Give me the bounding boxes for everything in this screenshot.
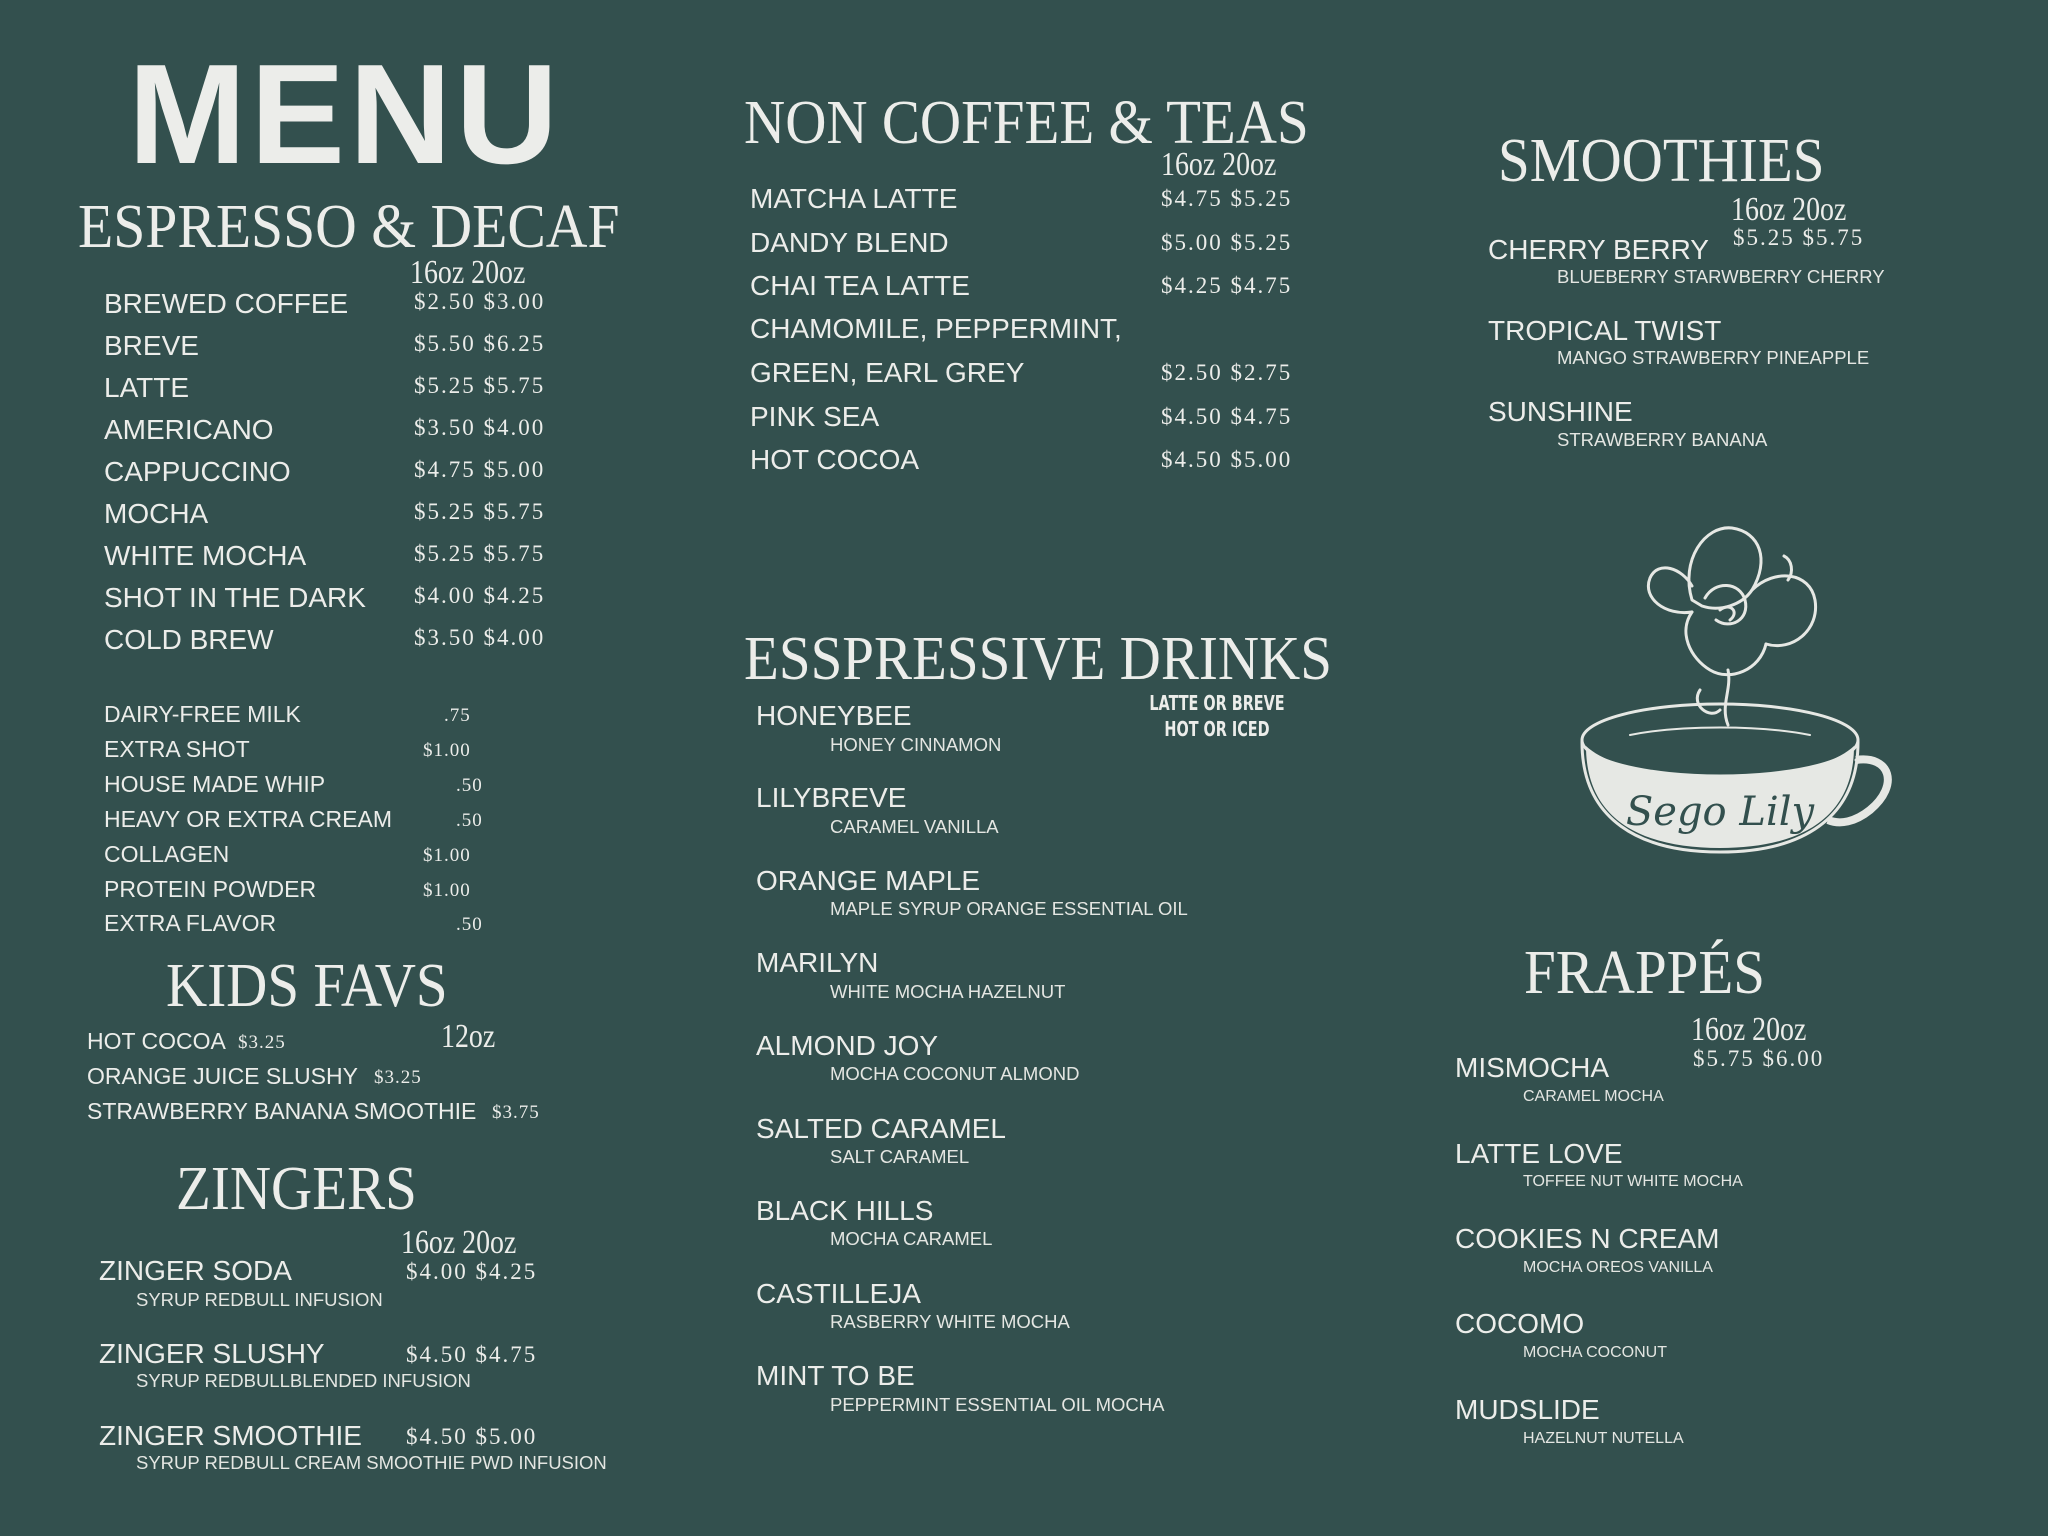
drink-desc: CARAMEL VANILLA [830, 816, 999, 837]
esspressive-note [1117, 690, 1317, 742]
zinger-item-desc: SYRUP REDBULLBLENDED INFUSION [136, 1370, 471, 1391]
addon-name: PROTEIN POWDER [104, 876, 317, 902]
kids-item-name: STRAWBERRY BANANA SMOOTHIE [87, 1098, 477, 1124]
addon-price: .50 [456, 914, 483, 935]
drink-name: MARILYN [756, 947, 879, 978]
smoothie-desc: STRAWBERRY BANANA [1557, 429, 1768, 450]
menu-item-name: PINK SEA [750, 401, 880, 432]
menu-item-name: MATCHA LATTE [750, 183, 958, 214]
zinger-item-name: ZINGER SODA [99, 1255, 292, 1286]
menu-item-name: CHAI TEA LATTE [750, 270, 970, 301]
kids-heading: KIDS FAVS [166, 952, 448, 1020]
drink-desc: MOCHA CARAMEL [830, 1228, 993, 1249]
menu-item-name: HOT COCOA [750, 444, 920, 475]
drink-desc: PEPPERMINT ESSENTIAL OIL MOCHA [830, 1394, 1165, 1415]
espresso-heading: ESPRESSO & DECAF [78, 193, 620, 261]
addon-price: .50 [456, 775, 483, 796]
smoothie-name: TROPICAL TWIST [1488, 315, 1722, 346]
kids-item-name: HOT COCOA [87, 1028, 226, 1054]
menu-item-price: $5.50 $6.25 [414, 331, 546, 356]
note-latte-or-breve: LATTE OR BREVE [1149, 691, 1285, 715]
menu-item-name: SHOT IN THE DARK [104, 582, 366, 613]
zingers-size-header: 16oz 20oz [401, 1224, 517, 1261]
addon-name: HEAVY OR EXTRA CREAM [104, 806, 392, 832]
zinger-item-desc: SYRUP REDBULL INFUSION [136, 1289, 383, 1310]
drink-name: LILYBREVE [756, 782, 907, 813]
addon-name: EXTRA FLAVOR [104, 910, 277, 936]
menu-item-price: $5.25 $5.75 [414, 373, 546, 398]
noncoffee-size-header: 16oz 20oz [1161, 146, 1277, 183]
menu-item-name: CHAMOMILE, PEPPERMINT, [750, 313, 1122, 344]
frappes-size-header: 16oz 20oz [1691, 1011, 1807, 1048]
drink-name: ALMOND JOY [756, 1030, 939, 1061]
smoothie-name: SUNSHINE [1488, 396, 1633, 427]
frappe-name: LATTE LOVE [1455, 1138, 1623, 1169]
frappes-heading: FRAPPÉS [1524, 939, 1765, 1007]
addon-price: $1.00 [423, 845, 471, 866]
smoothies-heading: SMOOTHIES [1498, 127, 1825, 195]
kids-item-price: $3.25 [374, 1067, 422, 1088]
frappe-name: MISMOCHA [1455, 1052, 1609, 1083]
drink-desc: HONEY CINNAMON [830, 734, 1002, 755]
smoothies-price: $5.25 $5.75 [1733, 225, 1865, 250]
menu-item-price: $4.25 $4.75 [1161, 273, 1293, 298]
drink-desc: MOCHA COCONUT ALMOND [830, 1063, 1080, 1084]
kids-item-price: $3.25 [238, 1032, 286, 1053]
frappe-desc: CARAMEL MOCHA [1523, 1088, 1664, 1105]
menu-item-price: $4.00 $4.25 [414, 583, 546, 608]
menu-item-price: $5.25 $5.75 [414, 541, 546, 566]
menu-item-price: $3.50 $4.00 [414, 625, 546, 650]
smoothie-desc: MANGO STRAWBERRY PINEAPPLE [1557, 347, 1870, 368]
menu-item-price: $3.50 $4.00 [414, 415, 546, 440]
drink-name: CASTILLEJA [756, 1278, 921, 1309]
zinger-item-price: $4.50 $5.00 [406, 1424, 538, 1449]
frappe-desc: MOCHA COCONUT [1523, 1344, 1667, 1361]
drink-desc: MAPLE SYRUP ORANGE ESSENTIAL OIL [830, 898, 1188, 919]
note-hot-or-iced: HOT OR ICED [1164, 717, 1270, 741]
menu-item-price: $4.75 $5.00 [414, 457, 546, 482]
esspressive-heading: ESSPRESSIVE DRINKS [744, 625, 1332, 693]
noncoffee-heading: NON COFFEE & TEAS [744, 89, 1309, 157]
addon-name: COLLAGEN [104, 841, 230, 867]
zinger-item-name: ZINGER SMOOTHIE [99, 1420, 362, 1451]
smoothie-desc: BLUEBERRY STARWBERRY CHERRY [1557, 266, 1885, 287]
menu-item-name: COLD BREW [104, 624, 274, 655]
menu-item-name: BREWED COFFEE [104, 288, 349, 319]
frappe-name: COOKIES N CREAM [1455, 1223, 1720, 1254]
zinger-item-desc: SYRUP REDBULL CREAM SMOOTHIE PWD INFUSION [136, 1452, 607, 1473]
drink-name: BLACK HILLS [756, 1195, 934, 1226]
drink-name: SALTED CARAMEL [756, 1113, 1006, 1144]
addon-name: DAIRY-FREE MILK [104, 701, 301, 727]
logo-text: Sego Lily [1625, 789, 1815, 835]
addon-name: EXTRA SHOT [104, 736, 250, 762]
frappe-desc: MOCHA OREOS VANILLA [1523, 1259, 1713, 1276]
zingers-heading: ZINGERS [176, 1155, 417, 1223]
menu-item-name: LATTE [104, 372, 190, 403]
menu-item-name: MOCHA [104, 498, 209, 529]
frappes-price: $5.75 $6.00 [1693, 1046, 1825, 1071]
menu-item-name: WHITE MOCHA [104, 540, 307, 571]
logo-icon [1570, 520, 1900, 860]
menu-item-name: CAPPUCCINO [104, 456, 291, 487]
menu-item-name: BREVE [104, 330, 199, 361]
menu-item-name: GREEN, EARL GREY [750, 357, 1025, 388]
zinger-item-price: $4.50 $4.75 [406, 1342, 538, 1367]
menu-item-price: $2.50 $3.00 [414, 289, 546, 314]
menu-item-price: $5.25 $5.75 [414, 499, 546, 524]
drink-name: ORANGE MAPLE [756, 865, 981, 896]
smoothies-size-header: 16oz 20oz [1731, 191, 1847, 228]
menu-item-price: $2.50 $2.75 [1161, 360, 1293, 385]
zinger-item-price: $4.00 $4.25 [406, 1259, 538, 1284]
lily-teacup-logo [1570, 520, 1900, 860]
drink-desc: RASBERRY WHITE MOCHA [830, 1311, 1070, 1332]
menu-item-name: AMERICANO [104, 414, 274, 445]
kids-item-price: $3.75 [492, 1102, 540, 1123]
menu-item-price: $4.50 $5.00 [1161, 447, 1293, 472]
frappe-name: COCOMO [1455, 1308, 1585, 1339]
menu-title: MENU [128, 35, 563, 194]
zinger-item-name: ZINGER SLUSHY [99, 1338, 325, 1369]
frappe-name: MUDSLIDE [1455, 1394, 1600, 1425]
menu-item-price: $5.00 $5.25 [1161, 230, 1293, 255]
smoothie-name: CHERRY BERRY [1488, 234, 1709, 265]
kids-size-header: 12oz [441, 1018, 496, 1055]
drink-desc: WHITE MOCHA HAZELNUT [830, 981, 1066, 1002]
addon-price: .50 [456, 810, 483, 831]
addon-name: HOUSE MADE WHIP [104, 771, 326, 797]
drink-name: MINT TO BE [756, 1360, 915, 1391]
kids-item-name: ORANGE JUICE SLUSHY [87, 1063, 358, 1089]
addon-price: $1.00 [423, 880, 471, 901]
addon-price: .75 [444, 705, 471, 726]
drink-desc: SALT CARAMEL [830, 1146, 970, 1167]
frappe-desc: HAZELNUT NUTELLA [1523, 1430, 1684, 1447]
menu-item-price: $4.50 $4.75 [1161, 404, 1293, 429]
espresso-size-header: 16oz 20oz [410, 254, 526, 291]
frappe-desc: TOFFEE NUT WHITE MOCHA [1523, 1173, 1743, 1190]
addon-price: $1.00 [423, 740, 471, 761]
menu-item-price: $4.75 $5.25 [1161, 186, 1293, 211]
drink-name: HONEYBEE [756, 700, 912, 731]
menu-item-name: DANDY BLEND [750, 227, 949, 258]
